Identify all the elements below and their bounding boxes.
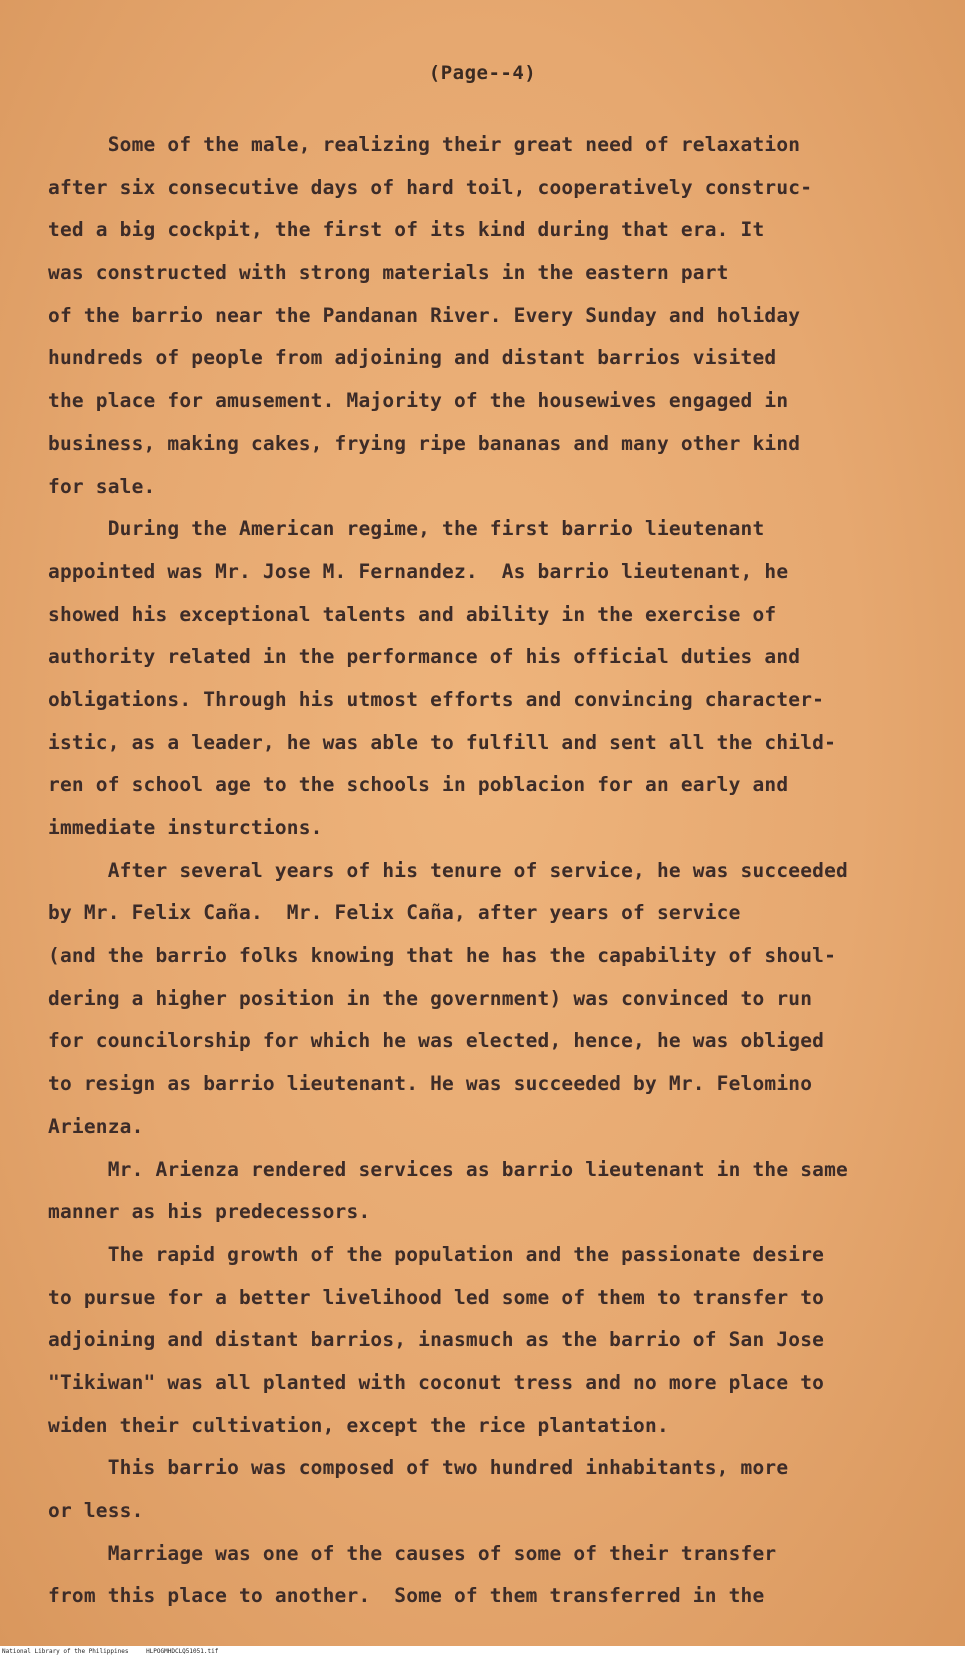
text-line: adjoining and distant barrios, inasmuch as the barrio of San Jose	[48, 1328, 825, 1352]
paragraph-4	[48, 1149, 938, 1234]
text-line: The rapid growth of the population and the passionate desire	[48, 1242, 825, 1266]
text-line: by Mr. Felix Caña. Mr. Felix Caña, after years of service	[48, 901, 741, 925]
scan-footer	[0, 1646, 965, 1658]
text-line: after six consecutive days of hard toil, cooperatively construc-	[48, 175, 813, 199]
text-line: Some of the male, realizing their great need of relaxation	[48, 133, 801, 156]
text-line: business, making cakes, frying ripe bananas and many other kind	[48, 431, 801, 455]
footer-source: National Library of the Philippines	[2, 1648, 129, 1655]
text-line: for sale.	[48, 474, 156, 498]
text-line: Mr. Arienza rendered services as barrio lieutenant in the same	[48, 1157, 848, 1181]
text-line: appointed was Mr. Jose M. Fernandez. As barrio lieutenant, he	[48, 559, 789, 583]
footer-filename: HLPOGMHDCLQ51051.tif	[146, 1648, 219, 1655]
text-line: from this place to another. Some of them transferred in the	[48, 1584, 765, 1608]
text-line: the place for amusement. Majority of the housewives engaged in	[48, 389, 789, 413]
text-line: hundreds of people from adjoining and distant barrios visited	[48, 346, 777, 370]
text-line: Marriage was one of the causes of some of their transfer	[48, 1541, 777, 1565]
text-line: showed his exceptional talents and ability in the exercise of	[48, 602, 777, 626]
text-line: "Tikiwan" was all planted with coconut tress and no more place to	[48, 1370, 825, 1394]
text-line: widen their cultivation, except the rice plantation.	[48, 1413, 669, 1437]
text-line: was constructed with strong materials in the eastern part	[48, 261, 729, 285]
paragraph-5	[48, 1234, 938, 1447]
text-line: manner as his predecessors.	[48, 1200, 371, 1224]
text-line: or less.	[48, 1499, 144, 1522]
text-line: istic, as a leader, he was able to fulfill and sent all the child-	[48, 730, 837, 754]
paragraph-3	[48, 850, 938, 1149]
text-line: ren of school age to the schools in poblacion for an early and	[48, 773, 789, 797]
paragraph-6	[48, 1447, 938, 1532]
text-line: to resign as barrio lieutenant. He was succeeded by Mr. Felomino	[48, 1072, 813, 1096]
text-line: After several years of his tenure of service, he was succeeded	[48, 858, 848, 882]
text-line: immediate insturctions.	[48, 816, 323, 839]
text-line: Arienza.	[48, 1114, 144, 1138]
text-line: This barrio was composed of two hundred inhabitants, more	[48, 1456, 789, 1480]
text-line: for councilorship for which he was elected, hence, he was obliged	[48, 1029, 825, 1053]
paragraph-2	[48, 508, 938, 850]
paragraph-7	[48, 1533, 938, 1618]
page-header: (Page--4)	[428, 62, 537, 84]
document-body	[48, 124, 938, 1618]
text-line: to pursue for a better livelihood led some of them to transfer to	[48, 1285, 825, 1309]
text-line: authority related in the performance of his official duties and	[48, 645, 801, 669]
text-line: ted a big cockpit, the first of its kind during that era. It	[48, 218, 765, 242]
text-line: (and the barrio folks knowing that he has the capability of shoul-	[48, 944, 837, 968]
text-line: obligations. Through his utmost efforts and convincing character-	[48, 687, 825, 711]
text-line: of the barrio near the Pandanan River. Every Sunday and holiday	[48, 303, 801, 327]
text-line: During the American regime, the first barrio lieutenant	[48, 517, 765, 541]
paragraph-1	[48, 124, 938, 508]
text-line: dering a higher position in the government) was convinced to run	[48, 986, 813, 1010]
